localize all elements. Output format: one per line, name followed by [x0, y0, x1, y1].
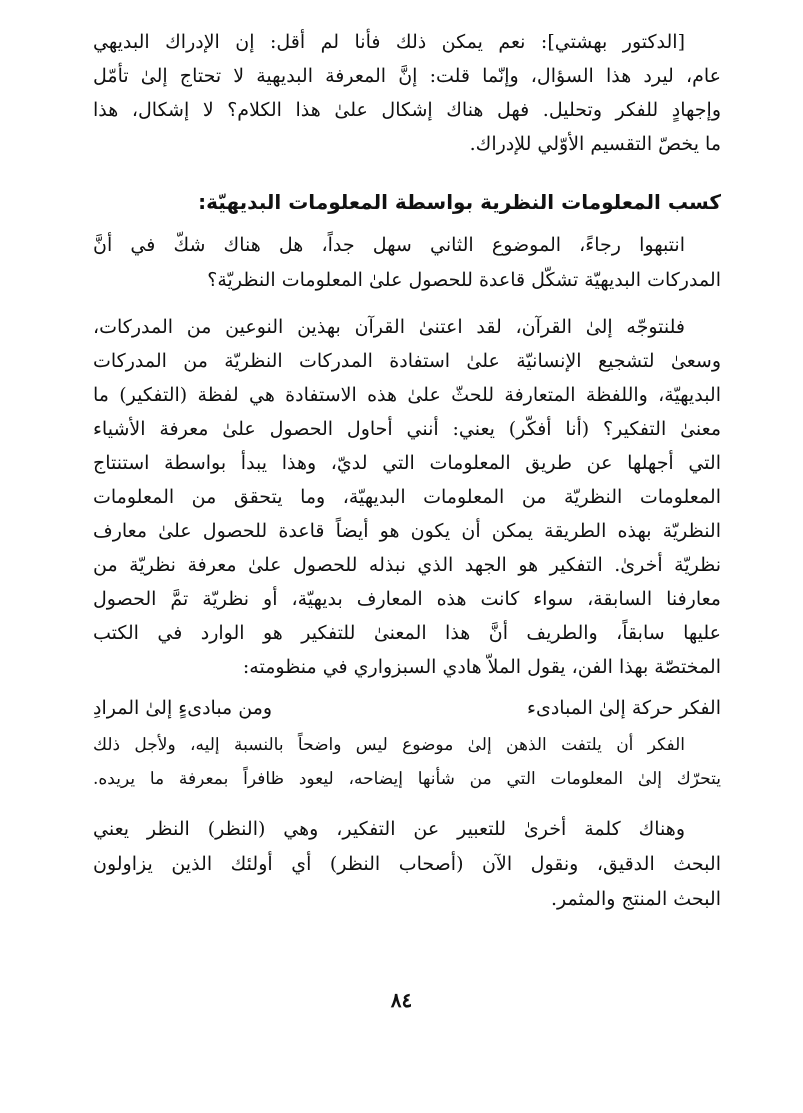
text-line: انتبهوا رجاءً، الموضوع الثاني سهل جداً، هل هناك شكّ في أنَّ: [93, 234, 685, 256]
text-line: وإجهادٍ للفكر وتحليل. فهل هناك إشكال علىٰ هذا الكلام؟ لا إشكال، هذا: [93, 99, 721, 121]
text-line: وسعىٰ لتشجيع الإنسانيّة علىٰ استفادة المدركات النظريّة من المدركات: [93, 350, 721, 372]
quote-line: الفكر أن يلتفت الذهن إلىٰ موضوع ليس واضحاً بالنسبة إليه، ولأجل ذلك: [93, 735, 685, 755]
quote-line: يتحرّك إلىٰ المعلومات التي من شأنها إيضاحه، ليعود ظافراً بمعرفة ما يريده.: [93, 769, 721, 789]
text-line: ما يخصّ التقسيم الأوّلي للإدراك.: [469, 133, 721, 155]
text-line: وهناك كلمة أخرىٰ للتعبير عن التفكير، وهي (النظر) النظر يعني: [93, 818, 685, 840]
text-line: البحث الدقيق، ونقول الآن (أصحاب النظر) أي أولئك الذين يزاولون: [93, 853, 721, 875]
text-line: المختصّة بهذا الفن، يقول الملاّ هادي السبزواري في منظومته:: [242, 656, 721, 678]
text-line: عليها سابقاً، والطريف أنَّ هذا المعنىٰ للتفكير هو الوارد في الكتب: [93, 622, 721, 644]
text-line: عام، ليرد هذا السؤال، وإنّما قلت: إنَّ المعرفة البديهية لا تحتاج إلىٰ تأمّل: [93, 65, 721, 87]
text-line: فلنتوجّه إلىٰ القرآن، لقد اعتنىٰ القرآن بهذين النوعين من المدركات،: [93, 316, 685, 338]
text-line: البديهيّة، واللفظة المتعارفة للحثّ علىٰ هذه الاستفادة هي لفظة (التفكير) ما: [93, 384, 721, 406]
text-line: المدركات البديهيّة تشكّل قاعدة للحصول علىٰ المعلومات النظريّة؟: [207, 269, 721, 291]
text-line: المعلومات النظريّة من المعلومات البديهيّة، وما يتحقق من المعلومات: [93, 486, 721, 508]
poem-verse: [93, 696, 721, 720]
text-line: التي أجهلها عن طريق المعلومات التي لديّ، وهذا يبدأ بواسطة استنتاج: [93, 452, 721, 474]
verse-first-hemistich: الفكر حركة إلىٰ المبادىء: [527, 697, 721, 719]
page-number: ٨٤: [390, 988, 413, 1012]
text-line: نظريّة أخرىٰ. التفكير هو الجهد الذي نبذله للحصول علىٰ معرفة نظريّة من: [93, 554, 721, 576]
text-line: معنىٰ التفكير؟ (أنا أفكّر) يعني: أنني أحاول الحصول علىٰ معرفة الأشياء: [93, 418, 721, 440]
text-line: النظريّة بهذه الطريقة يمكن أن يكون هو أيضاً قاعدة للحصول علىٰ معارف: [93, 520, 721, 542]
text-line: معارفنا السابقة، سواء كانت هذه المعارف بديهيّة، أو نظريّة تمَّ الحصول: [93, 588, 721, 610]
text-line: [الدكتور بهشتي]: نعم يمكن ذلك فأنا لم أقل: إن الإدراك البديهي: [93, 31, 685, 53]
text-line: البحث المنتج والمثمر.: [550, 888, 721, 910]
verse-second-hemistich: ومن مبادىءٍ إلىٰ المرادِ: [93, 697, 273, 719]
section-heading: كسب المعلومات النظرية بواسطة المعلومات البديهيّة:: [198, 190, 721, 214]
